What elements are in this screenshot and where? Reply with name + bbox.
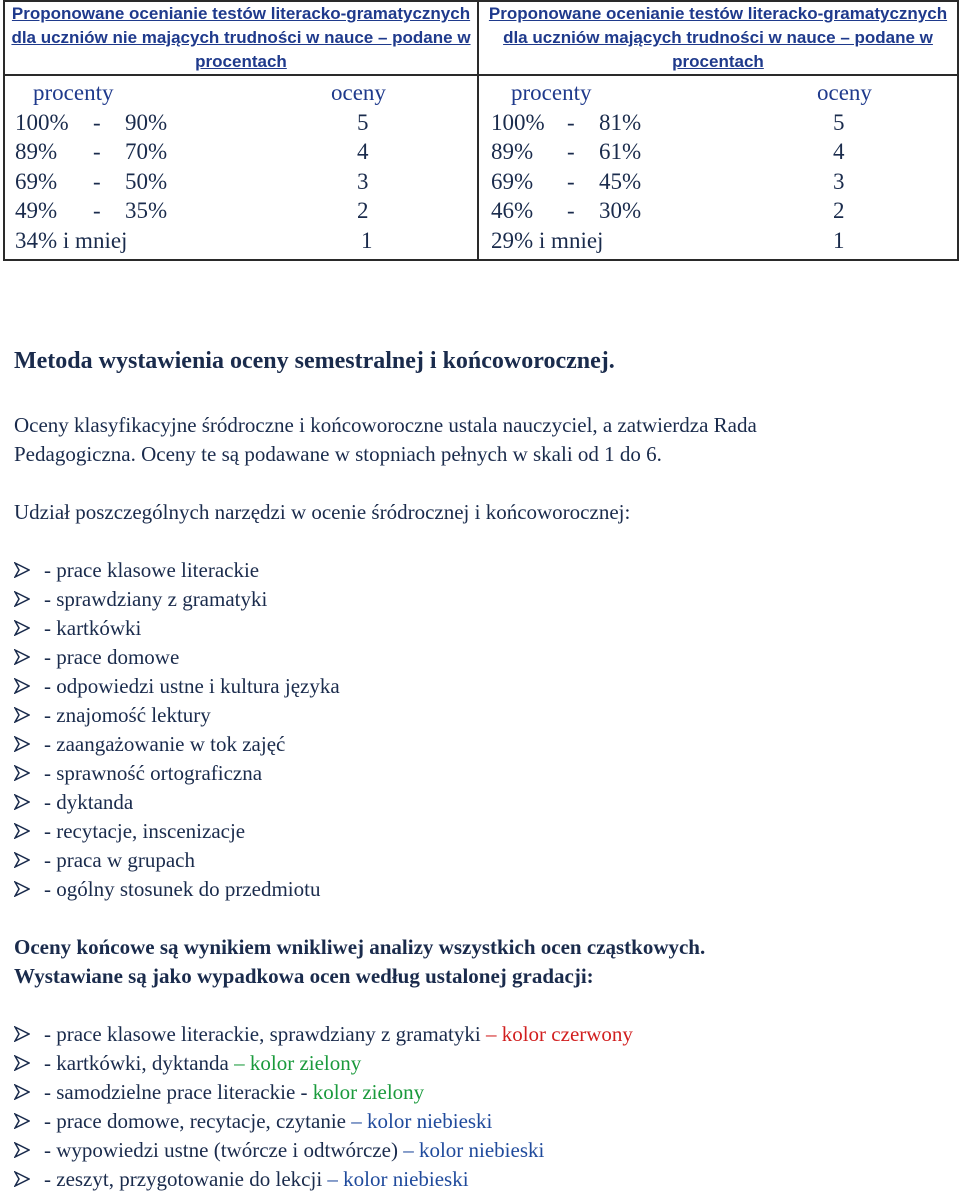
grade-label: oceny [817,80,872,105]
color-label: kolor niebieski [343,1167,469,1191]
list-item: - sprawność ortograficzna [44,759,340,788]
arrowhead-icon [14,707,30,723]
table-row: 34% i mniej 1 [15,227,373,253]
grade-label: oceny [331,80,386,105]
list-item: - zaangażowanie w tok zajęć [44,730,340,759]
list-item: - recytacje, inscenizacje [44,817,340,846]
final-grades-line-1: Oceny końcowe są wynikiem wnikliwej analizy wszystkich ocen cząstkowych. [14,935,706,959]
arrowhead-icon [14,678,30,694]
table-row: 100% - 90% 5 [15,109,369,135]
list-item: - kartkówki [44,614,340,643]
arrowhead-icon [14,620,30,636]
list-item: - samodzielne prace literackie - kolor zielony [44,1078,633,1107]
table-row: 29% i mniej 1 [491,227,845,253]
section-title: Metoda wystawienia oceny semestralnej i końcoworocznej. [14,348,615,374]
paragraph-line-2: Pedagogiczna. Oceny te są podawane w stopniach pełnych w skali od 1 do 6. [14,442,662,466]
table-row: 89% - 61% 4 [491,139,845,164]
arrowhead-icon [14,562,30,578]
gradation-list [44,1020,633,1194]
table-row: 69% - 45% 3 [491,168,845,194]
arrowhead-icon [14,1171,30,1187]
table-row: 100% - 81% 5 [491,109,845,135]
tools-heading: Udział poszczególnych narzędzi w ocenie śródrocznej i końcoworocznej: [14,500,631,524]
arrowhead-icon [14,1026,30,1042]
grading-table [3,0,959,261]
tools-list [44,556,340,904]
arrowhead-icon [14,881,30,897]
arrowhead-icon [14,1055,30,1071]
list-item: - kartkówki, dyktanda – kolor zielony [44,1049,633,1078]
list-item: - prace klasowe literackie [44,556,340,585]
arrowhead-icon [14,1113,30,1129]
list-item: - zeszyt, przygotowanie do lekcji – kolor niebieski [44,1165,633,1194]
list-item: - prace domowe, recytacje, czytanie – kolor niebieski [44,1107,633,1136]
percent-label: procenty [33,80,114,105]
list-item: - znajomość lektury [44,701,340,730]
arrowhead-icon [14,852,30,868]
left-grade-rows [4,75,478,260]
arrowhead-icon [14,794,30,810]
color-label: kolor niebieski [367,1109,493,1133]
arrowhead-icon [14,1084,30,1100]
right-subheader [479,78,957,108]
list-item: - praca w grupach [44,846,340,875]
percent-label: procenty [511,80,592,105]
arrowhead-icon [14,1142,30,1158]
final-grades-line-2: Wystawiane są jako wypadkowa ocen według ustalonej gradacji: [14,964,594,988]
left-subheader [5,78,477,108]
arrowhead-icon [14,591,30,607]
table-row: 69% - 50% 3 [15,168,369,194]
list-item: - prace klasowe literackie, sprawdziany z gramatyki – kolor czerwony [44,1020,633,1049]
list-item: - odpowiedzi ustne i kultura języka [44,672,340,701]
paragraph-line-1: Oceny klasyfikacyjne śródroczne i końcoworoczne ustala nauczyciel, a zatwierdza Rada [14,413,757,437]
arrowhead-icon [14,765,30,781]
right-column-header: Proponowane ocenianie testów literacko-gramatycznych dla uczniów mających trudności w nauce – podane w procentach [478,1,958,75]
arrowhead-icon [14,823,30,839]
table-row: 89% - 70% 4 [15,139,369,164]
list-item: - wypowiedzi ustne (twórcze i odtwórcze) – kolor niebieski [44,1136,633,1165]
list-item: - dyktanda [44,788,340,817]
right-grade-rows [478,75,958,260]
color-label: kolor zielony [249,1051,362,1075]
list-item: - sprawdziany z gramatyki [44,585,340,614]
color-label: kolor czerwony [501,1022,633,1046]
color-label: kolor niebieski [418,1138,545,1162]
left-column-header: Proponowane ocenianie testów literacko-gramatycznych dla uczniów nie mających trudności w nauce – podane w procentach [4,1,478,75]
color-label: kolor zielony [312,1080,425,1104]
table-row: 46% - 30% 2 [491,198,845,223]
list-item: - ogólny stosunek do przedmiotu [44,875,340,904]
list-item: - prace domowe [44,643,340,672]
arrowhead-icon [14,736,30,752]
arrowhead-icon [14,649,30,665]
table-row: 49% - 35% 2 [15,198,369,223]
